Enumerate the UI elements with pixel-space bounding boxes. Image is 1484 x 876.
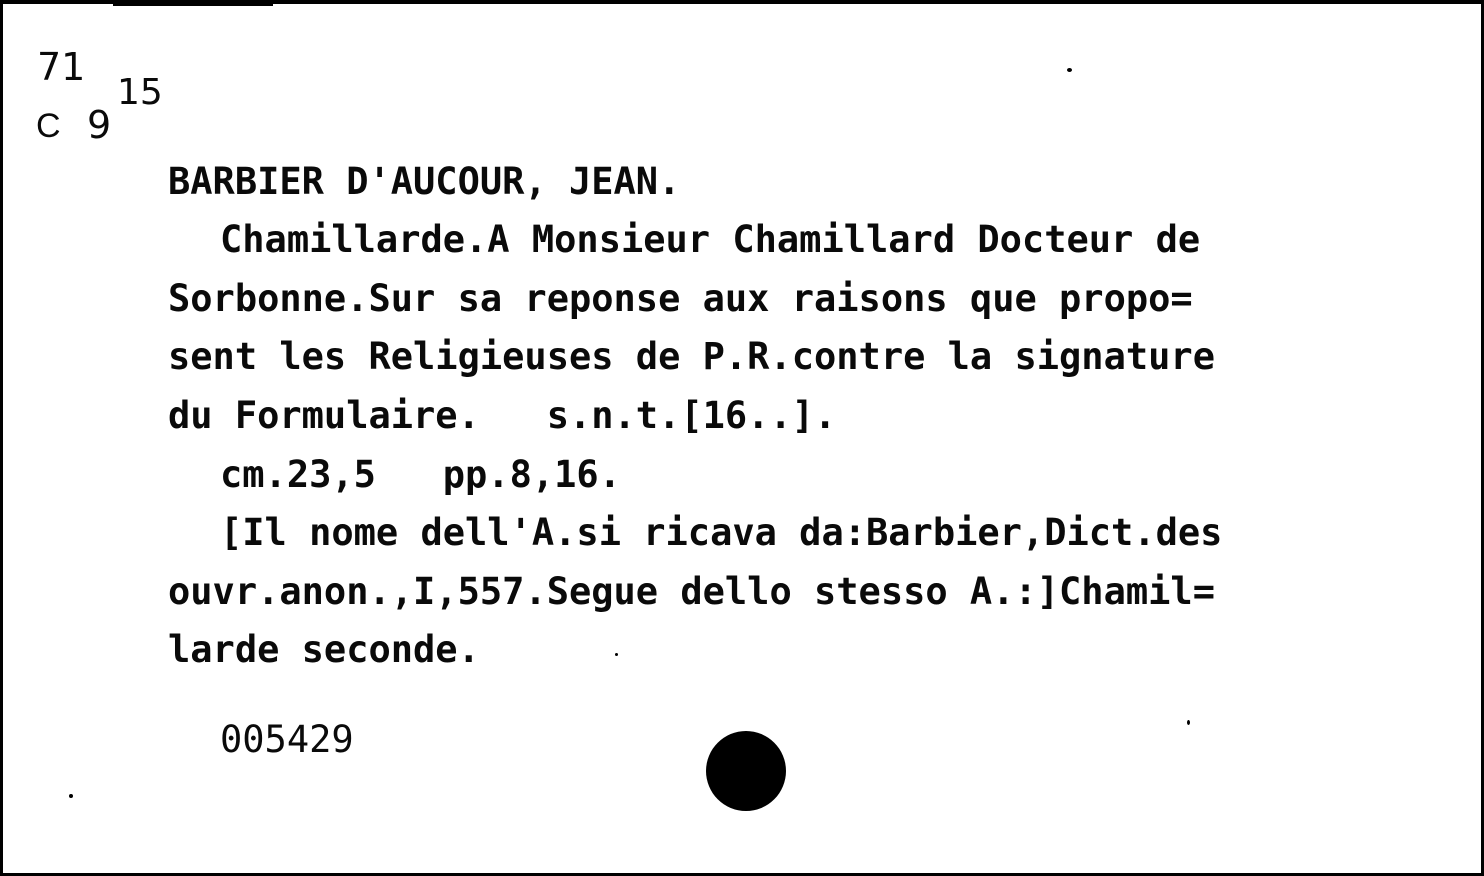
- shelfmark-number: 9: [87, 103, 112, 147]
- punch-hole: [706, 731, 786, 811]
- shelfmark-top: 71: [37, 45, 86, 89]
- card-top-mark: [113, 0, 273, 6]
- shelfmark-superscript: 15: [117, 72, 163, 113]
- title-line-3: sent les Religieuses de P.R.contre la signature: [168, 335, 1215, 378]
- speck: [69, 794, 73, 798]
- note-line-1: [Il nome dell'A.si ricava da:Barbier,Dict.des: [220, 511, 1223, 554]
- title-line-4: du Formulaire. s.n.t.[16..].: [168, 394, 837, 437]
- shelfmark-letter: C: [36, 107, 61, 145]
- record-number: 005429: [220, 718, 354, 761]
- note-line-3: larde seconde.: [168, 628, 480, 671]
- speck: [1187, 720, 1190, 725]
- speck: [615, 653, 618, 656]
- collation: cm.23,5 pp.8,16.: [220, 453, 621, 496]
- title-line-2: Sorbonne.Sur sa reponse aux raisons que propo=: [168, 277, 1193, 320]
- title-line-1: Chamillarde.A Monsieur Chamillard Docteur de: [220, 218, 1201, 261]
- speck: [1067, 68, 1072, 72]
- author-heading: BARBIER D'AUCOUR, JEAN.: [168, 160, 681, 203]
- note-line-2: ouvr.anon.,I,557.Segue dello stesso A.:]Chamil=: [168, 570, 1215, 613]
